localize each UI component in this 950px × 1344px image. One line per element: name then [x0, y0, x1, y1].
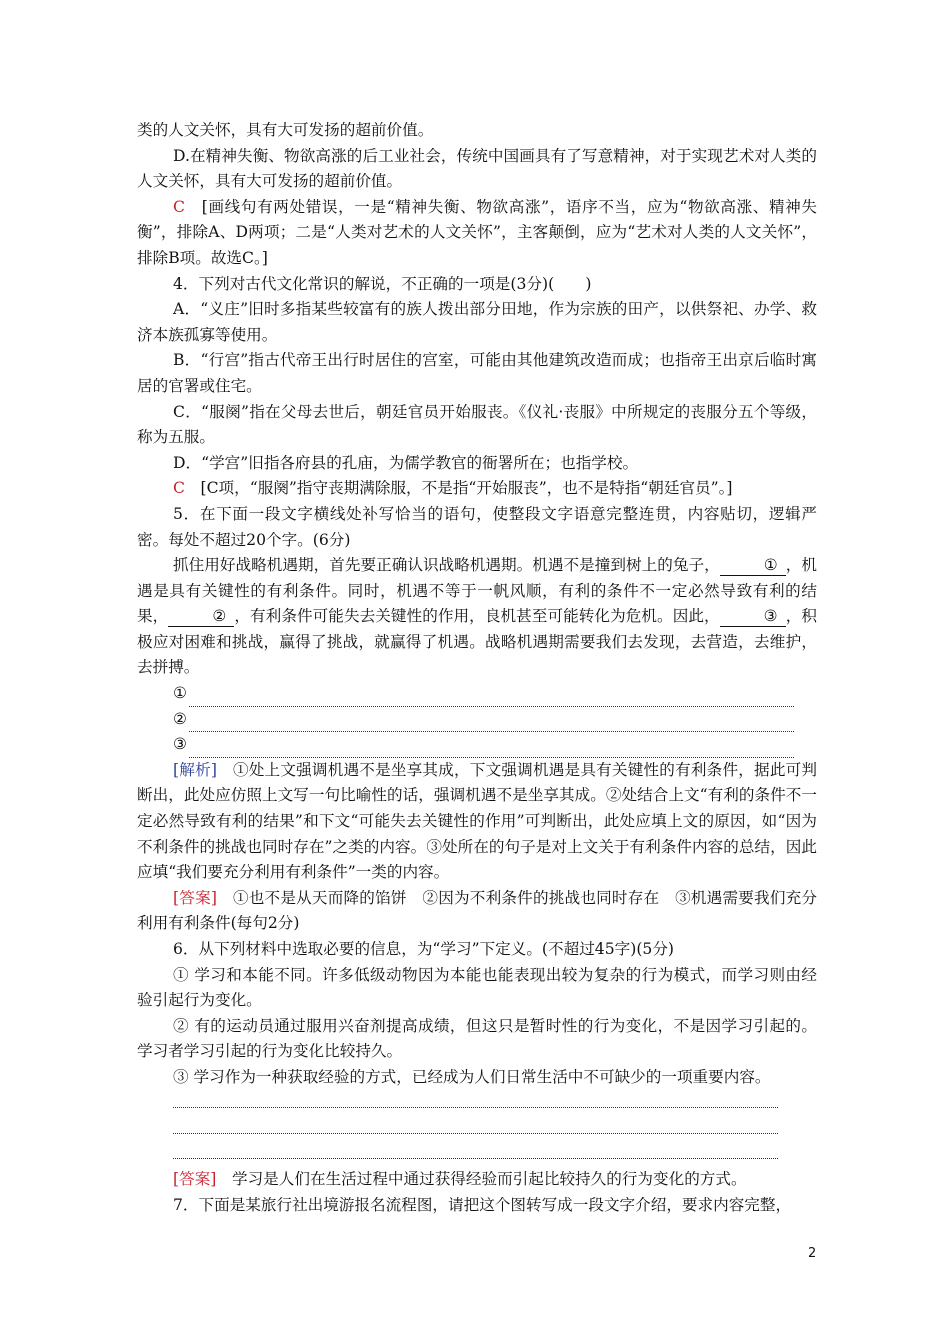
blank-2: ② — [168, 606, 234, 627]
analysis-tag: [解析] — [173, 760, 217, 779]
answer-tag: [答案] — [173, 1170, 217, 1189]
answer-letter: C — [173, 479, 185, 498]
answer-line-3[interactable]: ③ — [137, 732, 817, 758]
q7-stem: 7．下面是某旅行社出境游报名流程图，请把这个图转写成一段文字介绍，要求内容完整， — [173, 1195, 792, 1214]
q6-material-2: ② 有的运动员通过服用兴奋剂提高成绩，但这只是暂时性的行为变化，不是因学习引起的。学习者学习引起的行为变化比较持久。 — [137, 1016, 817, 1061]
page-content — [137, 118, 817, 1219]
page-number: 2 — [808, 1246, 817, 1261]
q4-option-c: C．“服阕”指在父母去世后，朝廷官员开始服丧。《仪礼·丧服》中所规定的丧服分五个等级，称为五服。 — [137, 402, 817, 447]
q6-stem: 6．从下列材料中选取必要的信息，为“学习”下定义。(不超过45字)(5分) — [173, 940, 674, 958]
q3-option-c-tail: 类的人文关怀，具有大可发扬的超前价值。 — [137, 121, 434, 139]
q6-material-3: ③ 学习作为一种获取经验的方式，已经成为人们日常生活中不可缺少的一项重要内容。 — [173, 1067, 771, 1086]
answer-explanation: [C项，“服阕”指守丧期满除服，不是指“开始服丧”，也不是特指“朝廷官员”。] — [200, 479, 733, 498]
blank-3: ③ — [720, 606, 786, 627]
q4-stem: 4．下列对古代文化常识的解说，不正确的一项是(3分)( ) — [173, 274, 592, 293]
q5-passage: 抓住用好战略机遇期，首先要正确认识战略机遇期。机遇不是撞到树上的兔子， ① ，机遇是具有关键性的有利条件。同时，机遇不等于一帆风顺，有利的条件不一定必然导致有利的结果， ② ，有利条件可能失去关键性的作用，良机甚至可能转化为危机。因此， ③ ，积极应对困难和挑战，赢得了挑战，就赢得了机遇。战略机遇期需要我们去发现，去营造，去维护，去拼搏。 — [137, 556, 817, 677]
q5-answer: [答案] ①也不是从天而降的馅饼 ②因为不利条件的挑战也同时存在 ③机遇需要我们充分利用有利条件(每句2分) — [137, 888, 817, 933]
answer-explanation: [画线句有两处错误，一是“精神失衡、物欲高涨”，语序不当，应为“物欲高涨、精神失衡”，排除A、D两项；二是“人类对艺术的人文关怀”，主客颠倒，应为“艺术对人类的人文关怀”，排除B项。故选C。] — [137, 197, 817, 267]
q6-answer-line-2[interactable] — [173, 1116, 778, 1142]
q3-answer — [137, 195, 817, 272]
q4-answer — [137, 476, 817, 502]
q6-material-1: ① 学习和本能不同。许多低级动物因为本能也能表现出较为复杂的行为模式，而学习则由经验引起行为变化。 — [137, 965, 817, 1010]
answer-tag: [答案] — [173, 888, 217, 907]
q5-analysis: [解析] ①处上文强调机遇不是坐享其成，下文强调机遇是具有关键性的有利条件，据此可判断出，此处应仿照上文写一句比喻性的话，强调机遇不是坐享其成。②处结合上文“有利的条件不一定必然导致有利的结果”和下文“可能失去关键性的作用”可判断出，此处应填上文的原因，如“因为不利条件的挑战也同时存在”之类的内容。③处所在的句子是对上文关于有利条件内容的总结，因此应填“我们要充分利用有利条件”一类的内容。 — [137, 760, 817, 882]
q3-option-d: D.在精神失衡、物欲高涨的后工业社会，传统中国画具有了写意精神，对于实现艺术对人类的人文关怀，具有大可发扬的超前价值。 — [137, 146, 817, 191]
q5-stem: 5．在下面一段文字横线处补写恰当的语句，使整段文字语意完整连贯，内容贴切，逻辑严密。每处不超过20个字。(6分) — [137, 504, 817, 549]
answer-letter: C — [173, 197, 185, 216]
answer-line-2[interactable]: ② — [137, 707, 817, 733]
blank-1: ① — [720, 555, 786, 576]
q6-answer-line-3[interactable] — [173, 1142, 778, 1168]
q4-option-d: D．“学宫”旧指各府县的孔庙，为儒学教官的衙署所在；也指学校。 — [173, 453, 639, 472]
answer-line-1[interactable]: ① — [137, 681, 817, 707]
q6-answer: [答案] 学习是人们在生活过程中通过获得经验而引起比较持久的行为变化的方式。 — [173, 1170, 747, 1189]
q4-option-b: B．“行宫”指古代帝王出行时居住的宫室，可能由其他建筑改造而成；也指帝王出京后临时寓居的官署或住宅。 — [137, 351, 817, 395]
q4-option-a: A．“义庄”旧时多指某些较富有的族人拨出部分田地，作为宗族的田产，以供祭祀、办学、救济本族孤寡等使用。 — [137, 300, 817, 344]
q6-answer-line-1[interactable] — [173, 1091, 778, 1117]
